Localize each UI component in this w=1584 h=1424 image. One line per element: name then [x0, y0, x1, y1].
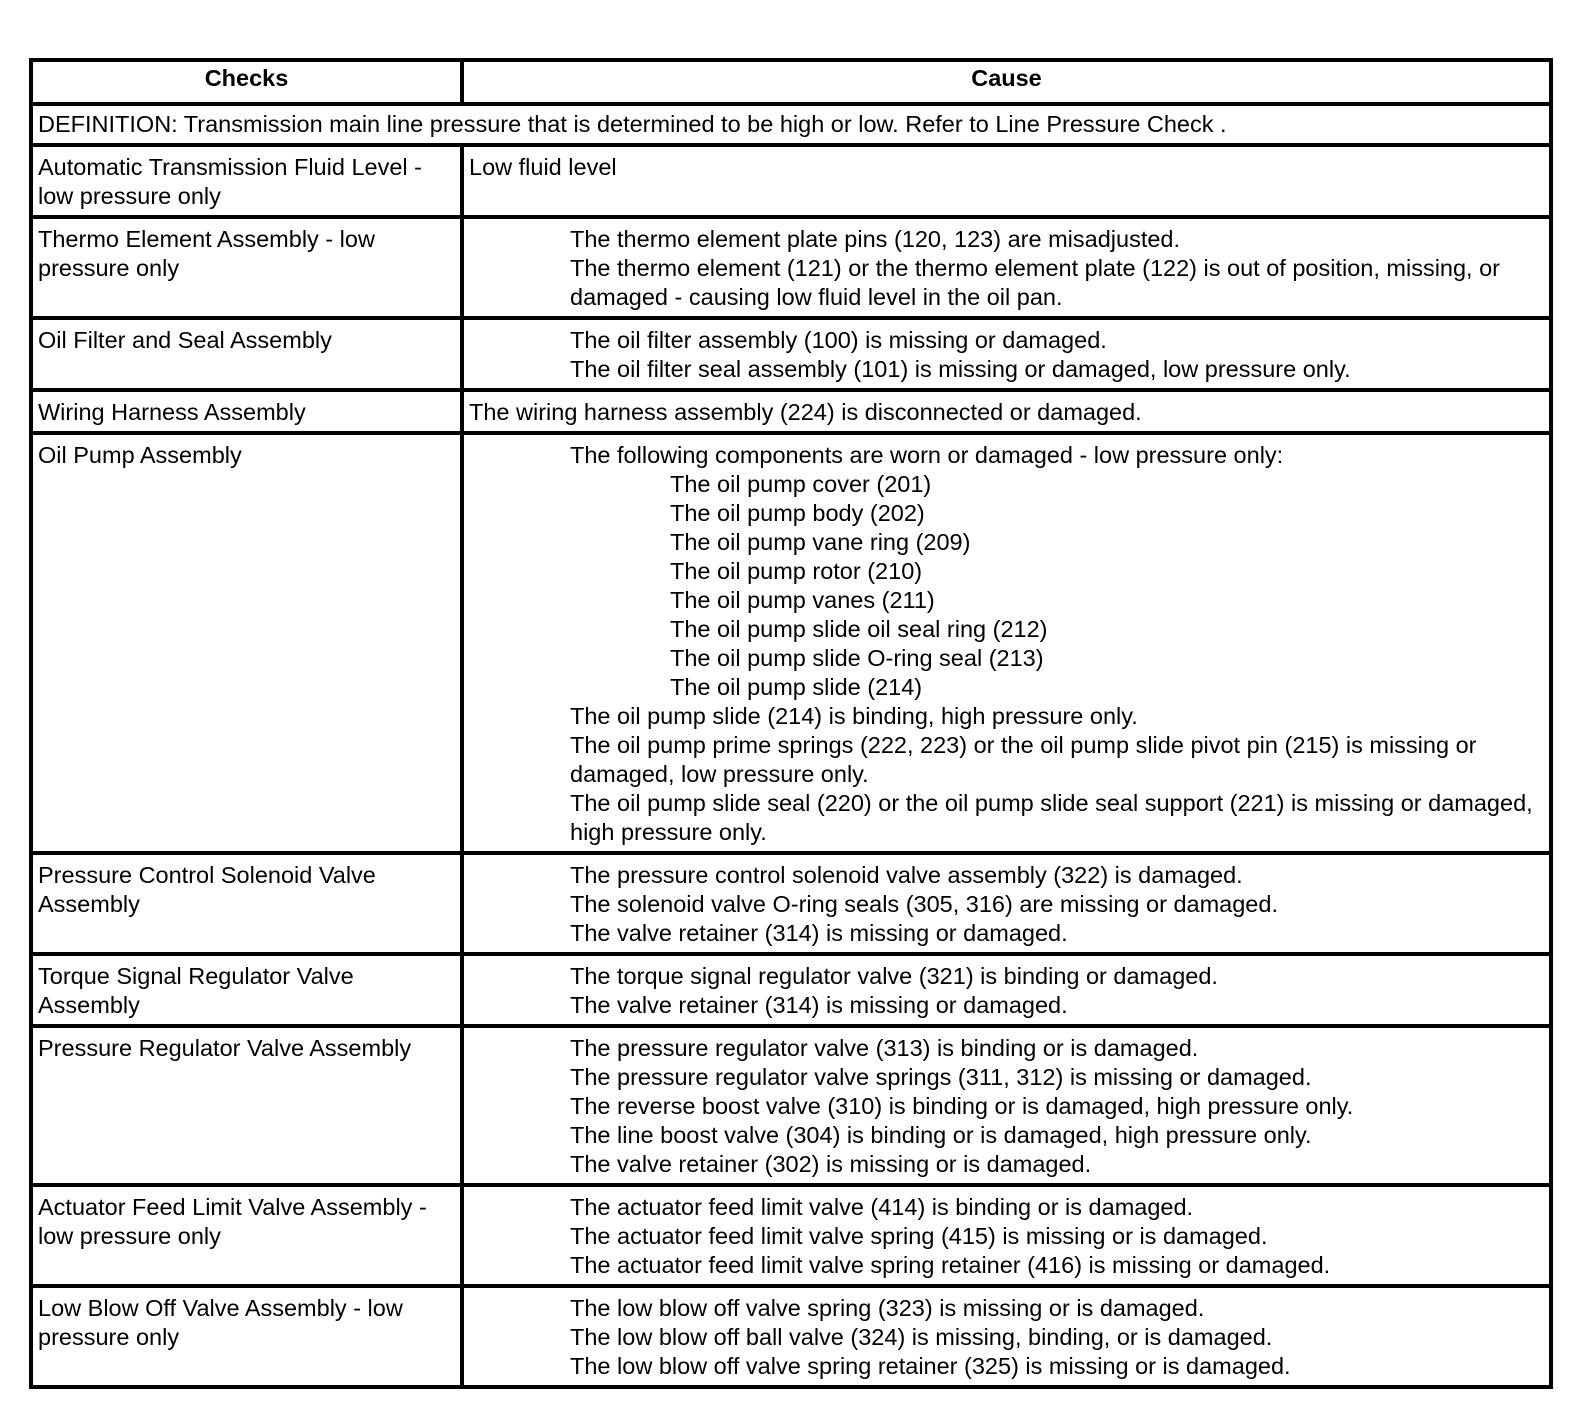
cause-cell	[462, 433, 1551, 853]
cause-subline: The oil pump cover (201)	[670, 471, 932, 497]
table-row	[31, 318, 1551, 390]
cause-line: The actuator feed limit valve spring retainer (416) is missing or damaged.	[570, 1252, 1331, 1278]
check-cell: Thermo Element Assembly - low pressure only	[31, 217, 462, 318]
check-cell: Pressure Control Solenoid Valve Assembly	[31, 853, 462, 954]
cause-header: Cause	[462, 60, 1551, 104]
cause-subline: The oil pump rotor (210)	[670, 558, 923, 584]
cause-line: The pressure regulator valve (313) is binding or is damaged.	[570, 1035, 1199, 1061]
check-cell: Low Blow Off Valve Assembly - low pressure only	[31, 1286, 462, 1387]
cause-line: The low blow off ball valve (324) is missing, binding, or is damaged.	[570, 1324, 1273, 1350]
cause-line: The pressure regulator valve springs (311, 312) is missing or damaged.	[570, 1064, 1312, 1090]
cause-cell	[462, 145, 1551, 217]
table-row	[31, 853, 1551, 954]
cause-subline: The oil pump vanes (211)	[670, 587, 935, 613]
cause-cell	[462, 1286, 1551, 1387]
cause-line: The oil pump slide seal (220) or the oil pump slide seal support (221) is missing or damaged, high pressure only.	[570, 790, 1533, 845]
cause-line: The wiring harness assembly (224) is disconnected or damaged.	[469, 399, 1142, 425]
cause-line: The solenoid valve O-ring seals (305, 316) are missing or damaged.	[570, 891, 1278, 917]
check-cell: Pressure Regulator Valve Assembly	[31, 1026, 462, 1185]
cause-line: The reverse boost valve (310) is binding or is damaged, high pressure only.	[570, 1093, 1354, 1119]
header-row	[31, 60, 1551, 104]
cause-line: The oil pump prime springs (222, 223) or the oil pump slide pivot pin (215) is missing or damaged, low pressure only.	[570, 732, 1477, 787]
cause-subline: The oil pump slide O-ring seal (213)	[670, 645, 1044, 671]
table-row	[31, 1026, 1551, 1185]
table-row	[31, 145, 1551, 217]
cause-cell	[462, 853, 1551, 954]
cause-subline: The oil pump body (202)	[670, 500, 925, 526]
definition-text: DEFINITION: Transmission main line pressure that is determined to be high or low. Refer to Line Pressure Check .	[31, 104, 1551, 145]
check-cell: Automatic Transmission Fluid Level - low pressure only	[31, 145, 462, 217]
cause-cell	[462, 954, 1551, 1026]
cause-cell	[462, 390, 1551, 433]
cause-line: The thermo element plate pins (120, 123) are misadjusted.	[570, 226, 1181, 252]
diagnostic-table	[29, 58, 1553, 1389]
cause-cell	[462, 1185, 1551, 1286]
table-row	[31, 1185, 1551, 1286]
cause-line: The low blow off valve spring retainer (325) is missing or is damaged.	[570, 1353, 1291, 1379]
cause-line: The oil pump slide (214) is binding, high pressure only.	[570, 703, 1138, 729]
check-cell: Torque Signal Regulator Valve Assembly	[31, 954, 462, 1026]
cause-line: The line boost valve (304) is binding or is damaged, high pressure only.	[570, 1122, 1312, 1148]
definition-row	[31, 104, 1551, 145]
check-cell: Oil Filter and Seal Assembly	[31, 318, 462, 390]
cause-line: The torque signal regulator valve (321) is binding or damaged.	[570, 963, 1218, 989]
check-cell: Actuator Feed Limit Valve Assembly - low pressure only	[31, 1185, 462, 1286]
cause-line: The oil filter seal assembly (101) is missing or damaged, low pressure only.	[570, 356, 1351, 382]
cause-line: Low fluid level	[469, 154, 617, 180]
cause-cell	[462, 1026, 1551, 1185]
cause-line: The actuator feed limit valve spring (415) is missing or is damaged.	[570, 1223, 1268, 1249]
cause-line: The oil filter assembly (100) is missing or damaged.	[570, 327, 1107, 353]
cause-line: The actuator feed limit valve (414) is binding or is damaged.	[570, 1194, 1194, 1220]
cause-line: The valve retainer (302) is missing or is damaged.	[570, 1151, 1092, 1177]
table-row	[31, 390, 1551, 433]
cause-line: The valve retainer (314) is missing or damaged.	[570, 920, 1068, 946]
cause-line: The thermo element (121) or the thermo element plate (122) is out of position, missing, or damaged - causing low fluid level in the oil pan.	[570, 255, 1501, 310]
check-cell: Wiring Harness Assembly	[31, 390, 462, 433]
cause-cell	[462, 217, 1551, 318]
checks-header: Checks	[31, 60, 462, 104]
cause-line: The low blow off valve spring (323) is missing or is damaged.	[570, 1295, 1205, 1321]
cause-line: The following components are worn or damaged - low pressure only:	[570, 442, 1284, 468]
cause-line: The valve retainer (314) is missing or damaged.	[570, 992, 1068, 1018]
cause-subline: The oil pump vane ring (209)	[670, 529, 971, 555]
cause-cell	[462, 318, 1551, 390]
table-row	[31, 954, 1551, 1026]
table-row	[31, 1286, 1551, 1387]
cause-subline: The oil pump slide (214)	[670, 674, 923, 700]
table-row	[31, 217, 1551, 318]
table-row	[31, 433, 1551, 853]
cause-line: The pressure control solenoid valve assembly (322) is damaged.	[570, 862, 1243, 888]
check-cell: Oil Pump Assembly	[31, 433, 462, 853]
cause-subline: The oil pump slide oil seal ring (212)	[670, 616, 1048, 642]
